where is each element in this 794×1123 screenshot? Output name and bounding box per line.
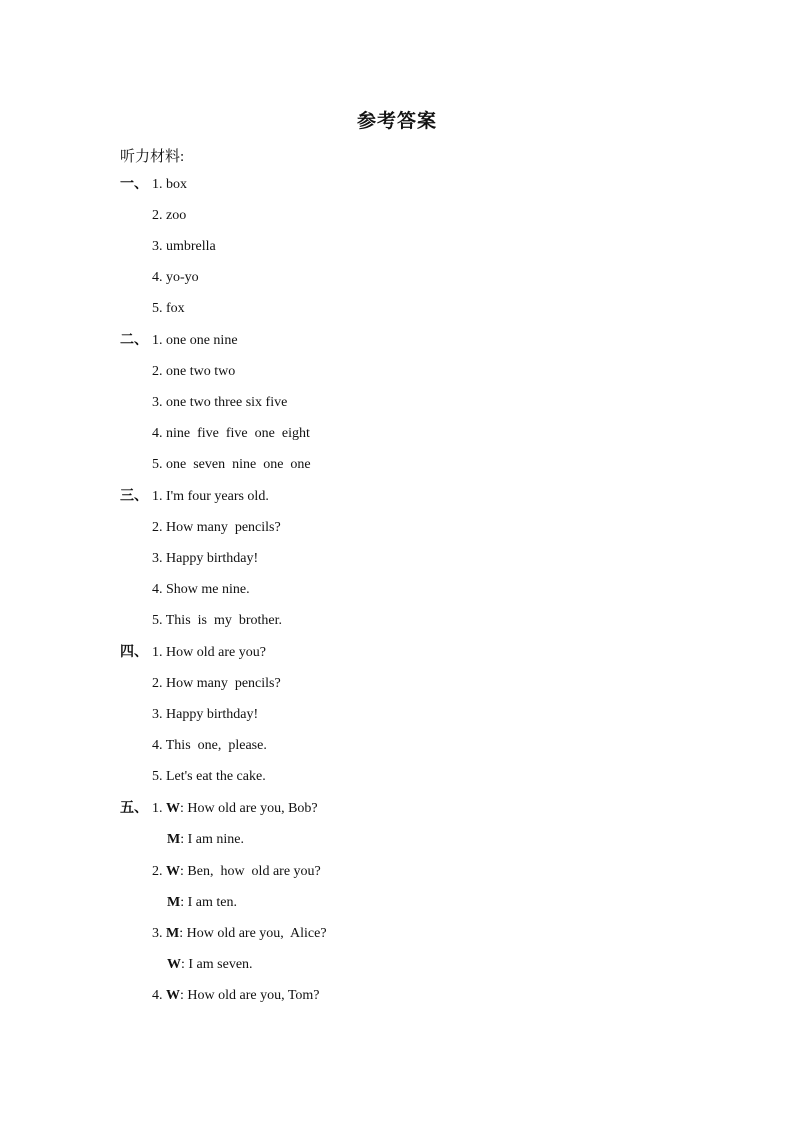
dialogue-line (167, 955, 253, 975)
list-item: 3. Happy birthday! (152, 551, 259, 566)
dialogue-text: : How old are you, Alice? (179, 926, 327, 941)
dialogue-line (152, 862, 321, 882)
list-item: 4. yo-yo (152, 270, 199, 285)
list-item: 2. How many pencils? (152, 520, 281, 535)
speaker-label: W (166, 801, 180, 816)
section-label-5: 五、 (120, 801, 148, 816)
speaker-label: M (167, 895, 181, 910)
list-item: 3. Happy birthday! (152, 707, 259, 722)
speaker-label: W (166, 988, 180, 1003)
speaker-label: W (166, 864, 180, 879)
dialogue-line (152, 924, 327, 944)
list-item: 5. This is my brother. (152, 613, 283, 628)
speaker-label: M (166, 926, 180, 941)
dialogue-number: 4. (152, 988, 166, 1003)
speaker-label: M (167, 832, 181, 847)
list-item: 4. Show me nine. (152, 582, 250, 597)
dialogue-line (152, 799, 318, 819)
dialogue-text: : How old are you, Bob? (180, 801, 318, 816)
dialogue-text: : I am ten. (180, 895, 237, 910)
list-item: 1. I'm four years old. (152, 489, 269, 504)
dialogue-line (167, 830, 244, 850)
list-item: 3. one two three six five (152, 395, 288, 410)
page-title: 参考答案 (356, 111, 437, 132)
dialogue-number: 1. (152, 801, 166, 816)
list-item: 5. Let's eat the cake. (152, 769, 266, 784)
dialogue-number: 3. (152, 926, 166, 941)
section-label-4: 四、 (120, 645, 148, 660)
list-item: 4. This one, please. (152, 738, 267, 753)
list-item: 1. How old are you? (152, 645, 266, 660)
dialogue-line (167, 893, 237, 913)
section-label-1: 一、 (120, 177, 148, 192)
list-item: 3. umbrella (152, 239, 216, 254)
list-item: 1. one one nine (152, 333, 238, 348)
list-item: 4. nine five five one eight (152, 426, 310, 441)
dialogue-line (152, 986, 320, 1006)
list-item: 5. one seven nine one one (152, 457, 311, 472)
list-item: 5. fox (152, 301, 185, 316)
section-label-3: 三、 (120, 489, 148, 504)
list-item: 2. How many pencils? (152, 676, 281, 691)
dialogue-text: : Ben, how old are you? (180, 864, 321, 879)
dialogue-number: 2. (152, 864, 166, 879)
listening-material-heading: 听力材料: (120, 149, 185, 165)
list-item: 2. zoo (152, 208, 187, 223)
list-item: 1. box (152, 177, 187, 192)
dialogue-text: : I am seven. (181, 957, 253, 972)
dialogue-text: : I am nine. (180, 832, 244, 847)
speaker-label: W (167, 957, 181, 972)
dialogue-text: : How old are you, Tom? (180, 988, 320, 1003)
section-label-2: 二、 (120, 333, 148, 348)
list-item: 2. one two two (152, 364, 236, 379)
